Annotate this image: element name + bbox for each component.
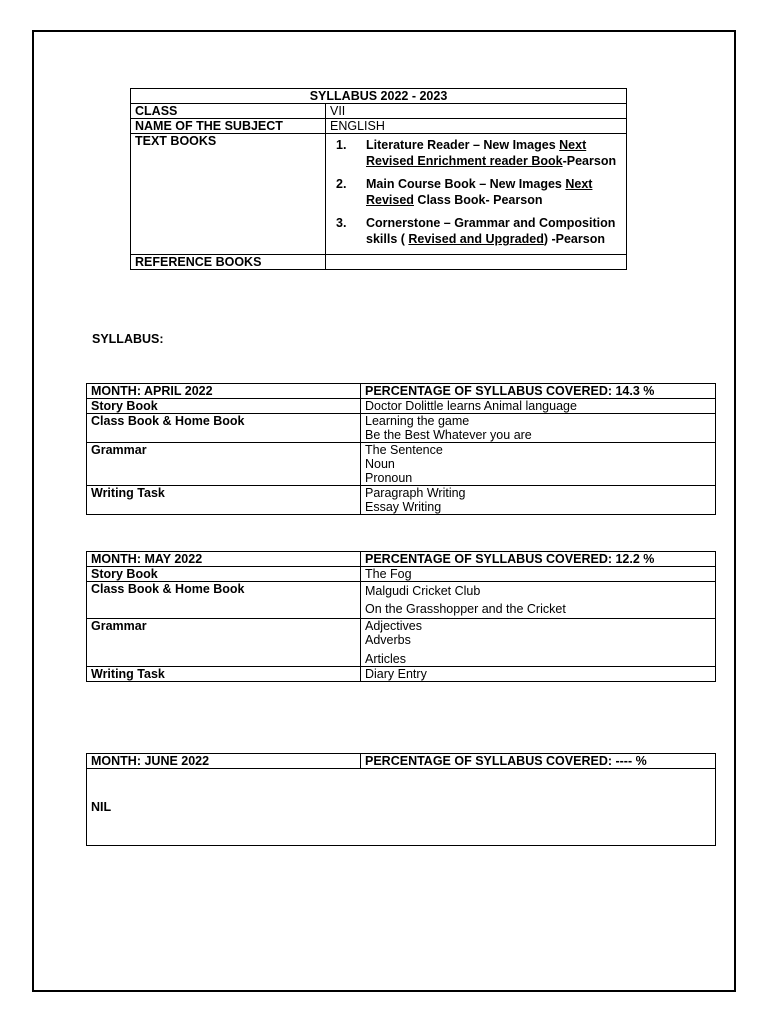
row-items — [361, 399, 716, 414]
textbook-underlined: Next Revised — [366, 177, 593, 207]
subject-label: NAME OF THE SUBJECT — [131, 119, 326, 134]
subject-value: ENGLISH — [326, 119, 627, 134]
class-label: CLASS — [131, 104, 326, 119]
textbook-item — [336, 215, 622, 247]
month-label: MONTH: APRIL 2022 — [87, 384, 361, 399]
row-items — [361, 443, 716, 486]
textbook-text: Cornerstone – Grammar and Composition skills ( — [366, 216, 616, 246]
row-items — [361, 414, 716, 443]
list-item: Learning the game — [365, 414, 470, 428]
row-label: Writing Task — [87, 486, 361, 515]
textbook-underlined: Revised and Upgraded — [408, 232, 544, 246]
reference-value — [326, 255, 627, 270]
class-value: VII — [326, 104, 627, 119]
textbooks-label: TEXT BOOKS — [131, 134, 326, 255]
list-item: Be the Best Whatever you are — [365, 428, 532, 442]
textbook-text: Literature Reader – New Images — [366, 138, 560, 152]
textbooks-list — [336, 137, 622, 247]
list-item: Pronoun — [365, 471, 413, 485]
list-item: Doctor Dolittle learns Animal language — [365, 399, 577, 413]
textbook-text: ) -Pearson — [543, 232, 605, 246]
row-label: Story Book — [87, 399, 361, 414]
nil-note: NIL — [87, 769, 716, 846]
textbook-underlined: Next Revised Enrichment reader Book — [366, 138, 587, 168]
list-item: Essay Writing — [365, 500, 442, 514]
list-item: Diary Entry — [365, 667, 427, 681]
syllabus-section-heading: SYLLABUS: — [92, 332, 164, 346]
list-item: The Sentence — [365, 443, 443, 457]
textbook-item — [336, 176, 622, 208]
list-item: Malgudi Cricket Club — [365, 584, 481, 598]
month-table-april — [86, 383, 716, 515]
row-items — [361, 667, 716, 682]
textbook-number: 1. — [336, 138, 347, 152]
list-item: Noun — [365, 457, 395, 471]
textbook-number: 2. — [336, 177, 347, 191]
textbook-text: Main Course Book – New Images — [366, 177, 566, 191]
row-label: Writing Task — [87, 667, 361, 682]
textbook-title — [366, 176, 622, 208]
textbook-number: 3. — [336, 216, 347, 230]
month-table-june — [86, 753, 716, 846]
row-items — [361, 619, 716, 667]
list-item: Adjectives — [365, 619, 422, 633]
month-table-may — [86, 551, 716, 682]
percentage-label: PERCENTAGE OF SYLLABUS COVERED: ---- % — [361, 754, 716, 769]
list-item: Articles — [365, 652, 406, 666]
list-item: Paragraph Writing — [365, 486, 466, 500]
list-item: On the Grasshopper and the Cricket — [365, 602, 566, 616]
row-items — [361, 567, 716, 582]
percentage-label: PERCENTAGE OF SYLLABUS COVERED: 12.2 % — [361, 552, 716, 567]
textbook-item — [336, 137, 622, 169]
month-label: MONTH: MAY 2022 — [87, 552, 361, 567]
row-label: Class Book & Home Book — [87, 582, 361, 619]
textbook-title — [366, 215, 622, 247]
percentage-label: PERCENTAGE OF SYLLABUS COVERED: 14.3 % — [361, 384, 716, 399]
syllabus-info-table — [130, 88, 627, 270]
textbook-text: Class Book- Pearson — [413, 193, 543, 207]
row-items — [361, 582, 716, 619]
syllabus-title: SYLLABUS 2022 - 2023 — [131, 89, 627, 104]
row-label: Grammar — [87, 619, 361, 667]
row-items — [361, 486, 716, 515]
month-label: MONTH: JUNE 2022 — [87, 754, 361, 769]
reference-label: REFERENCE BOOKS — [131, 255, 326, 270]
textbook-title — [366, 137, 622, 169]
row-label: Grammar — [87, 443, 361, 486]
list-item: The Fog — [365, 567, 412, 581]
list-item: Adverbs — [365, 633, 411, 647]
textbooks-list-cell — [326, 134, 627, 255]
row-label: Story Book — [87, 567, 361, 582]
row-label: Class Book & Home Book — [87, 414, 361, 443]
textbook-text: -Pearson — [562, 154, 617, 168]
